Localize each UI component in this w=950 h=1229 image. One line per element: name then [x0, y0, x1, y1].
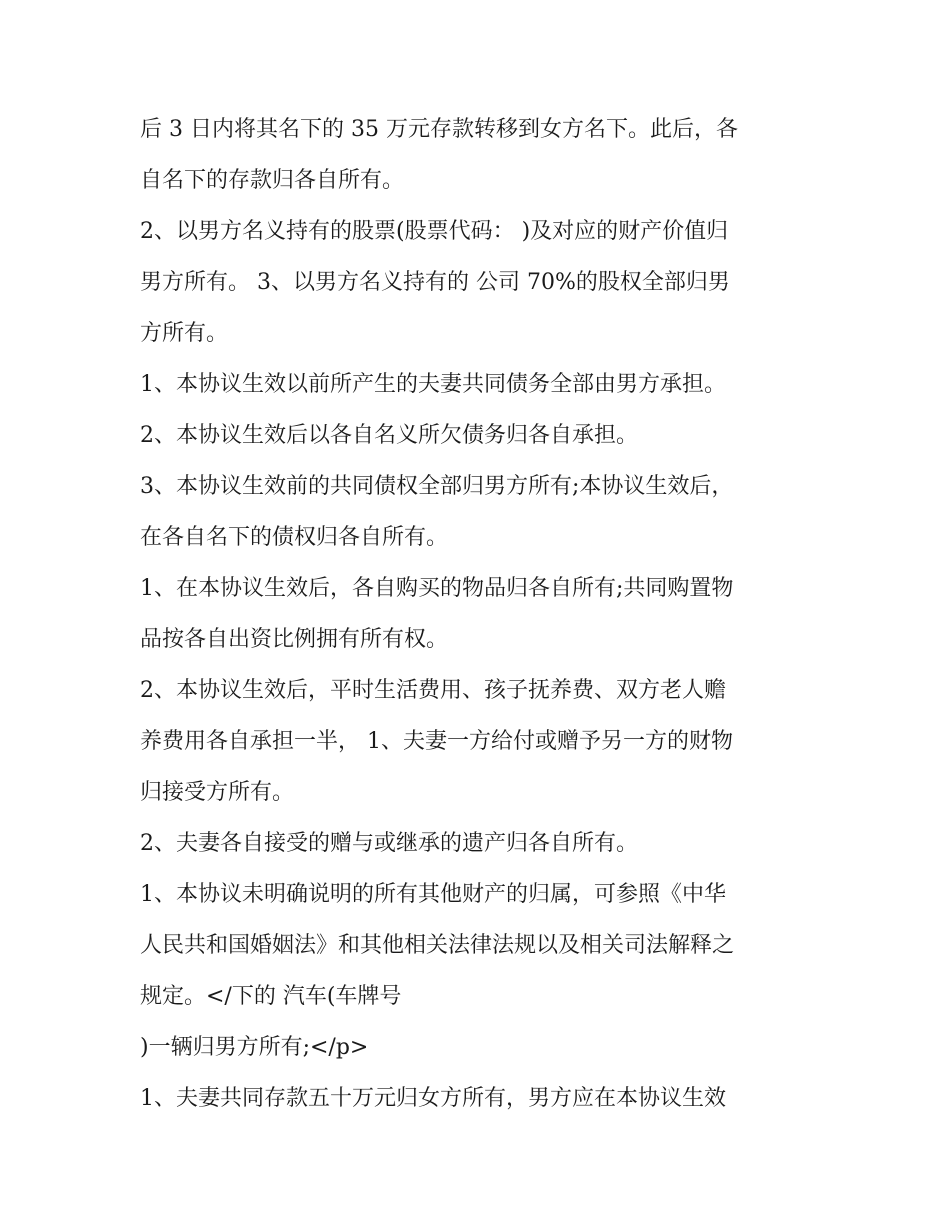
text-line: 1、夫妻共同存款五十万元归女方所有，男方应在本协议生效 [140, 1086, 726, 1111]
text-line: 品按各自出资比例拥有所有权。 [140, 627, 449, 652]
text-line: 方所有。 [140, 321, 229, 346]
document-body [140, 108, 830, 1128]
text-line: 1、本协议生效以前所产生的夫妻共同债务全部由男方承担。 [140, 372, 726, 397]
text-line: 2、本协议生效后以各自名义所欠债务归各自承担。 [140, 423, 638, 448]
text-line: 3、本协议生效前的共同债权全部归男方所有;本协议生效后， [140, 474, 734, 499]
text-line: 男方所有。 3、以男方名义持有的 公司 70%的股权全部归男 [140, 270, 730, 295]
text-line: 1、在本协议生效后，各自购买的物品归各自所有;共同购置物 [140, 576, 734, 601]
text-line: 在各自名下的债权归各自所有。 [140, 525, 449, 550]
text-line: 规定。</下的 汽车(车牌号 [140, 984, 402, 1009]
text-line: 1、本协议未明确说明的所有其他财产的归属，可参照《中华 [140, 882, 726, 907]
text-line: 养费用各自承担一半， 1、夫妻一方给付或赠予另一方的财物 [140, 729, 733, 754]
text-line: 2、本协议生效后，平时生活费用、孩子抚养费、双方老人赡 [140, 678, 726, 703]
text-line: )一辆归男方所有;</p> [140, 1035, 369, 1060]
text-line: 人民共和国婚姻法》和其他相关法律法规以及相关司法解释之 [140, 933, 735, 958]
text-line: 自名下的存款归各自所有。 [140, 168, 405, 193]
text-line: 2、以男方名义持有的股票(股票代码： )及对应的财产价值归 [140, 219, 729, 244]
text-line: 归接受方所有。 [140, 780, 295, 805]
text-line: 2、夫妻各自接受的赠与或继承的遗产归各自所有。 [140, 831, 638, 856]
text-line: 后 3 日内将其名下的 35 万元存款转移到女方名下。此后，各 [140, 117, 738, 142]
